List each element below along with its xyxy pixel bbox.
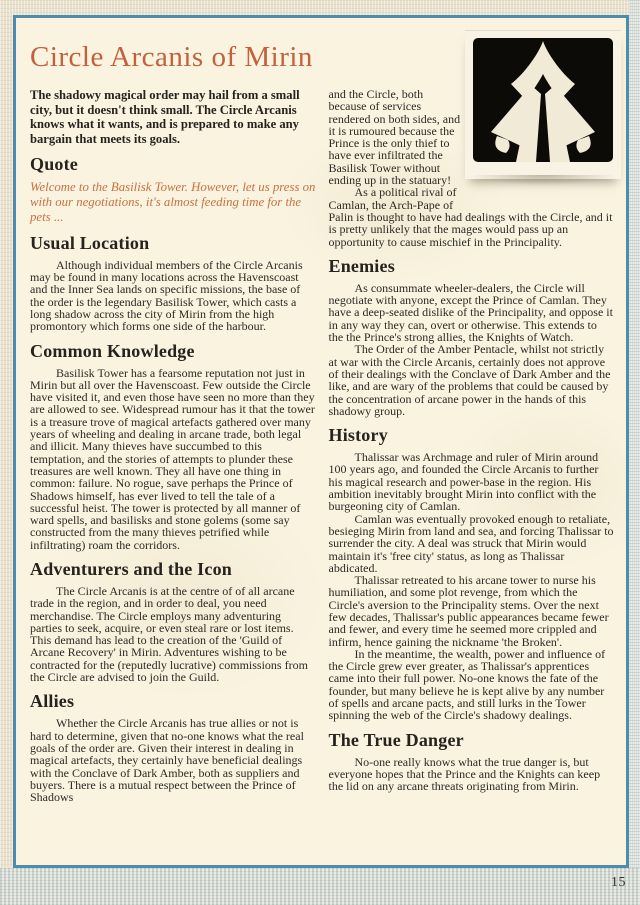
history-paragraph-1: Thalissar was Archmage and ruler of Mirin around 100 years ago, and founded the Circle Arcanis to further his magical research and power-base in the region. His ambition inevitably brought Mirin into conflict with the burgeoning city of Camlan. bbox=[328, 450, 599, 514]
political-paragraph: As a political rival of Camlan, the Arch-Pape of Palin is thought to have had dealings with the Circle, and it is pretty unlikely that the mages would pass up an opportunity to cause mischief in the Principality. bbox=[328, 185, 613, 249]
allies-continuation-paragraph: and the Circle, both because of services rendered on both sides, and it is rumoured because the Prince is the only thief to have ever infiltrated the Basilisk Tower without ending up in the statuary! bbox=[328, 87, 461, 188]
page-frame bbox=[13, 15, 629, 868]
emblem-photo bbox=[465, 30, 621, 179]
true-danger-paragraph: No-one really knows what the true danger is, but everyone hopes that the Prince and the Knights can keep the lid on any arcane threats originating from Mirin. bbox=[328, 754, 601, 794]
page-edge-right bbox=[629, 0, 640, 868]
allies-paragraph: Whether the Circle Arcanis has true allies or not is hard to determine, given that no-one knows what the real goals of the order are. Given their interest in dealing in magical artefacts, they certainly have beneficial dealings with the Conclave of Dark Amber, both as suppliers and buyers. There is a mutual respect between the Prince of Shadows bbox=[30, 716, 304, 805]
enemies-paragraph-1: As consummate wheeler-dealers, the Circle will negotiate with anyone, except the Prince of Camlan. They have a deep-seated dislike of the Principality, and oppose it in any way they can, overt or otherwise. This extends to the the Prince's strong allies, the Knights of Watch. bbox=[328, 280, 613, 345]
page-title: Circle Arcanis of Mirin bbox=[30, 41, 313, 73]
quote-text: Welcome to the Basilisk Tower. However, let us press on with our negotiations, it's almost feeding time for the pets ... bbox=[30, 180, 316, 224]
heading-allies: Allies bbox=[30, 691, 75, 712]
hooded-cloak-icon bbox=[473, 38, 613, 162]
heading-enemies: Enemies bbox=[328, 255, 395, 276]
heading-adventurers: Adventurers and the Icon bbox=[30, 559, 232, 579]
usual-location-paragraph: Although individual members of the Circle Arcanis may be found in many locations across the Havenscoast and the Inner Sea lands on specific missions, the base of the order is the legendary Basilisk Tower, which casts a long shadow across the city of Mirin from the high promontory which forms one side of the harbour. bbox=[30, 257, 303, 334]
two-column-layout bbox=[30, 88, 614, 803]
heading-history: History bbox=[328, 425, 388, 446]
page-number: 15 bbox=[611, 875, 626, 890]
history-paragraph-4: In the meantime, the wealth, power and influence of the Circle grew ever greater, as Thalissar's apprentices came into their full power. No-one knows the fate of the founder, but many believe he is kept alive by any number of spells and arcane pacts, and still lurks in the Tower spinning the web of the Circle's shadowy dealings. bbox=[328, 646, 606, 723]
heading-true-danger: The True Danger bbox=[328, 729, 464, 750]
heading-quote: Quote bbox=[30, 154, 78, 175]
page-edge-bottom bbox=[0, 868, 640, 905]
heading-usual-location: Usual Location bbox=[30, 232, 150, 253]
history-paragraph-3: Thalissar retreated to his arcane tower to nurse his humiliation, and some plot revenge, from which the Circle's aversion to the Principality stems. Over the next few decades, Thalissar's public appearances became fewer and fewer, and every time he seemed more crippled and infirm, hence gaining the nickname 'the Broken'. bbox=[328, 573, 609, 649]
adventurers-paragraph: The Circle Arcanis is at the centre of of all arcane trade in the region, and in order to deal, you need merchandise. The Circle employs many adventuring parties to seek, acquire, or even steal rare or lost items. This demand has lead to the creation of the 'Guild of Arcane Recovery' in Mirin. Adventures wishing to be contracted for the (reputedly lucrative) commissions from the Circle are advised to join the Guild. bbox=[30, 584, 308, 685]
common-knowledge-paragraph: Basilisk Tower has a fearsome reputation not just in Mirin but all over the Havenscoast. Few outside the Circle have visited it, and even those have seen no more than they are allowed to see. Widespread rumour has it that the tower is a treasure trove of magical artefacts gathered over many years of wheeling and dealing in arcane trade, both legal and illicit. Many thieves have succumbed to this temptation, and the stories of attempts to plunder these treasures are well known. They all have one thing in common: failure. No rogue, save perhaps the Prince of Shadows himself, has ever lived to tell the tale of a successful heist. The tower is protected by all manner of ward spells, and basilisks and stone golems (some say constructed from the many thieves petrified while infiltrating) roam the corridors. bbox=[30, 365, 315, 552]
history-paragraph-2: Camlan was eventually provoked enough to retaliate, besieging Mirin from land and sea, and forcing Thalissar to surrender the city. A deal was struck that Mirin would maintain it's 'free city' status, as long as Thalissar abdicated. bbox=[328, 511, 614, 575]
left-column bbox=[30, 88, 316, 803]
enemies-paragraph-2: The Order of the Amber Pentacle, whilst not strictly at war with the Circle Arcanis, certainly does not approve of their dealings with the Conclave of Dark Amber and the like, and are wary of the problems that could be caused by the concentration of arcane power in the hands of this shadowy group. bbox=[328, 342, 611, 418]
intro-paragraph: The shadowy magical order may hail from a small city, but it doesn't think small. The Circle Arcanis knows what it wants, and is prepared to make any bargain that meets its goals. bbox=[30, 88, 300, 146]
right-column bbox=[329, 88, 615, 803]
heading-common-knowledge: Common Knowledge bbox=[30, 340, 195, 361]
